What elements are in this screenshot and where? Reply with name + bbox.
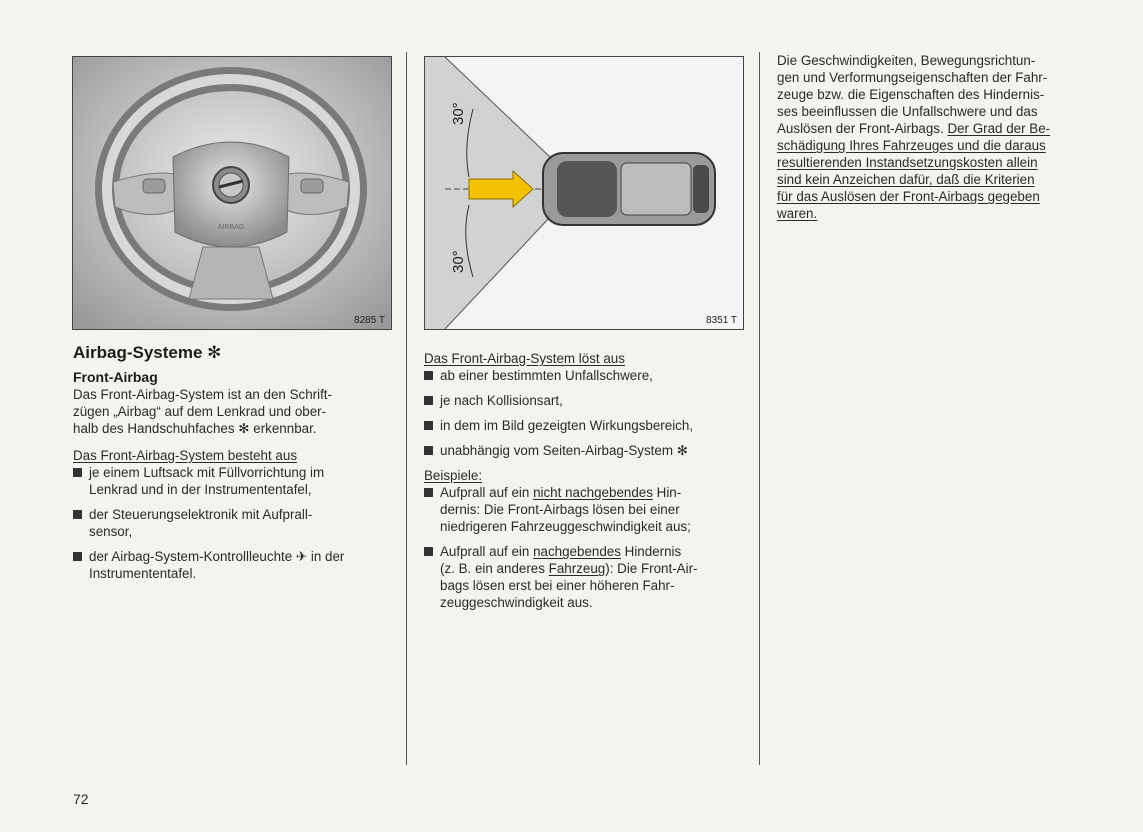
right-column-text — [777, 52, 1097, 222]
triggers-list — [424, 367, 750, 459]
list-item: der Steuerungselektronik mit Aufprall- sensor, — [73, 506, 393, 540]
paragraph-line: Die Geschwindigkeiten, Bewegungsrichtun- — [777, 53, 1036, 68]
examples-list — [424, 484, 750, 611]
angle-label-top: 30° — [450, 102, 467, 125]
paragraph-line: gen und Verformungseigenschaften der Fahr- — [777, 70, 1048, 85]
paragraph-line: waren. — [777, 206, 818, 221]
list-item: in dem im Bild gezeigten Wirkungsbereich, — [424, 417, 750, 434]
components-heading: Das Front-Airbag-System besteht aus — [73, 448, 298, 463]
paragraph-line: Auslösen der Front-Airbags. Der Grad der Be- — [777, 121, 1051, 136]
paragraph-line: schädigung Ihres Fahrzeuges und die daraus — [777, 138, 1046, 153]
column-divider-left — [406, 52, 407, 765]
list-item: je nach Kollisionsart, — [424, 392, 750, 409]
airbag-warning-icon: ✈ — [295, 549, 308, 564]
intro-line: Das Front-Airbag-System ist an den Schrift- — [73, 387, 332, 402]
airbag-lettering: AIRBAG — [217, 224, 245, 231]
paragraph-line: zeuge bzw. die Eigenschaften des Hindernis- — [777, 87, 1045, 102]
subsection-title: Front-Airbag — [73, 369, 158, 385]
steering-wheel-figure — [72, 56, 392, 330]
intro-line: zügen „Airbag“ auf dem Lenkrad und ober- — [73, 404, 327, 419]
column-divider-right — [759, 52, 760, 765]
snowflake-icon: ✻ — [207, 343, 222, 362]
steering-wheel-illustration — [73, 57, 391, 329]
list-item: unabhängig vom Seiten-Airbag-System ✻ — [424, 442, 750, 459]
figure-code: 8285 T — [354, 315, 385, 326]
examples-heading: Beispiele: — [424, 468, 483, 483]
figure-code: 8351 T — [706, 315, 737, 326]
angle-label-bottom: 30° — [450, 250, 467, 273]
list-item: Aufprall auf ein nicht nachgebendes Hin- dernis: Die Front-Airbags lösen bei einer niedrigeren Fahrzeuggeschwindigkeit aus; — [424, 484, 750, 535]
paragraph-line: resultierenden Instandsetzungskosten allein — [777, 155, 1038, 170]
impact-area-diagram — [425, 57, 743, 329]
paragraph-line: für das Auslösen der Front-Airbags gegeben — [777, 189, 1040, 204]
left-column-text — [73, 344, 393, 590]
section-title: Airbag-Systeme ✻ — [73, 343, 222, 362]
paragraph-line: sind kein Anzeichen dafür, daß die Kriterien — [777, 172, 1035, 187]
paragraph-line: ses beeinflussen die Unfallschwere und das — [777, 104, 1038, 119]
list-item: ab einer bestimmten Unfallschwere, — [424, 367, 750, 384]
intro-line: halb des Handschuhfaches ✻ erkennbar. — [73, 421, 317, 436]
snowflake-icon: ✻ — [238, 421, 250, 436]
list-item: je einem Luftsack mit Füllvorrichtung im Lenkrad und in der Instrumententafel, — [73, 464, 393, 498]
list-item: Aufprall auf ein nachgebendes Hindernis (z. B. ein anderes Fahrzeug): Die Front-Air- bags lösen erst bei einer höheren Fahr- zeuggeschwindigkeit aus. — [424, 543, 750, 611]
components-list — [73, 464, 393, 582]
list-item: der Airbag-System-Kontrollleuchte ✈ in der Instrumententafel. — [73, 548, 393, 582]
impact-area-figure — [424, 56, 744, 330]
middle-column-text — [424, 350, 750, 619]
page-number: 72 — [73, 791, 89, 807]
snowflake-icon: ✻ — [676, 443, 688, 458]
triggers-heading: Das Front-Airbag-System löst aus — [424, 351, 625, 366]
